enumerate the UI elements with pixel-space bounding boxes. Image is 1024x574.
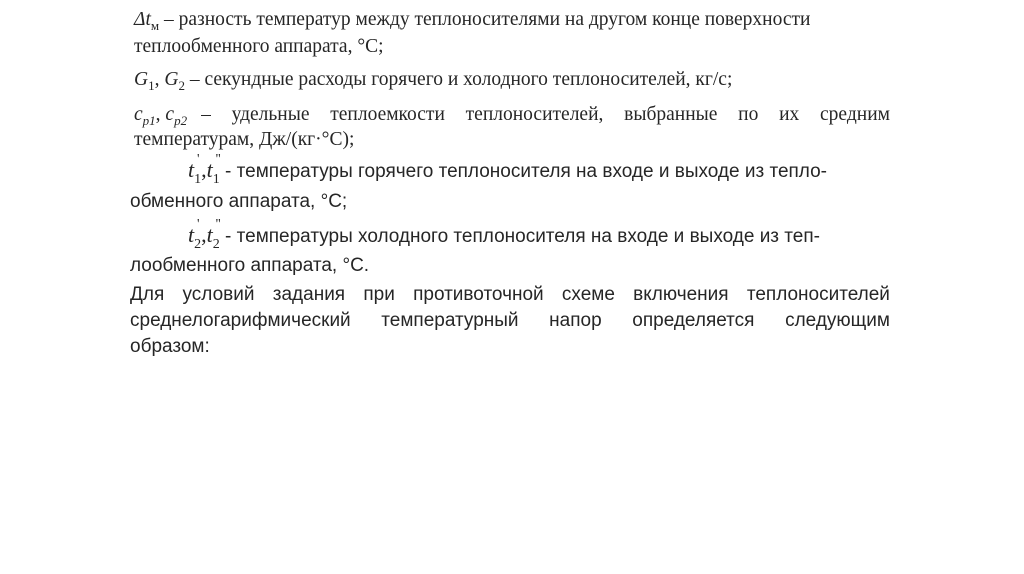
cp-word: теплоемкости [330,104,445,125]
paragraph-line1 [130,283,890,307]
delta-t-definition-line2 [134,35,384,59]
delta-t-text: – разность температур между теплоносителями на другом конце поверхности [159,9,811,30]
cp-definition-line2 [134,128,354,152]
cp-separator: , [155,104,166,125]
g-separator: , [154,69,165,90]
paragraph-word: напор [549,310,602,331]
delta-t-definition-line1 [134,8,810,32]
cp-word: по [738,104,759,125]
t1-letter: t [206,157,213,182]
cp-word: удельные [231,104,310,125]
t2-comma: , [201,222,207,247]
t1-comma: , [201,157,207,182]
paragraph-word: схеме [561,284,615,305]
cp1-symbol: c [134,104,143,125]
t2-text-cont: лообменного аппарата, °С. [130,255,370,276]
cp-text-line1 [201,103,890,127]
paragraph-word: температурный [381,310,519,331]
cp-word: средним [820,104,890,125]
cp-word: теплоносителей, [465,104,604,125]
delta-t-text-cont: теплообменного аппарата, °С; [134,36,384,57]
paragraph-word: условий [182,284,255,305]
cp-definition-line1 [134,103,890,127]
paragraph-line2 [130,309,890,333]
t1-prime-symbol [188,152,202,187]
cp-word: их [779,104,800,125]
delta-t-subscript: м [150,17,160,33]
t2-prime-symbol [188,217,202,252]
g-text: – секундные расходы горячего и холодного теплоносителей, кг/с; [184,69,733,90]
delta-t-symbol: Δt [134,9,151,30]
cp-symbols [134,103,187,127]
t2-subscript: 2 [212,237,220,252]
t1-subscript: 1 [212,172,220,187]
g2-subscript: 2 [178,77,185,93]
g2-symbol: G [164,69,179,90]
cp2-symbol: c [165,104,175,125]
paragraph-word: задания [272,284,346,305]
cp-word: – [201,104,211,125]
t1-text-cont: обменного аппарата, °С; [130,191,348,212]
paragraph-word: теплоносителей [746,284,890,305]
cp2-subscript: p2 [174,112,188,128]
paragraph-line3 [130,335,210,359]
g-definition-line [134,68,732,92]
paragraph-word: определяется [632,310,755,331]
t1-prime: ' [197,152,200,167]
cp-text-line2: температурам, Дж/(кг·°С); [134,129,355,150]
t2-letter: t [206,222,213,247]
paragraph-word: Для [130,284,165,305]
t1-definition-line2 [130,190,347,214]
t1-definition-line1 [188,152,827,187]
t1-text: - температуры горячего теплоносителя на входе и выходе из тепло- [219,161,827,182]
t2-double-prime-symbol [206,217,221,252]
t2-double-prime: '' [215,217,221,232]
paragraph-word: среднелогарифмический [130,310,351,331]
t2-prime: ' [197,217,200,232]
paragraph-text: образом: [130,336,210,357]
t1-subscript: 1 [194,172,202,187]
t1-letter: t [188,157,195,182]
paragraph-word: следующим [785,310,890,331]
t2-subscript: 2 [194,237,202,252]
t1-double-prime-symbol [206,152,221,187]
t2-letter: t [188,222,195,247]
t2-definition-line2 [130,254,369,278]
paragraph-word: при [363,284,395,305]
cp-word: выбранные [624,104,718,125]
t2-definition-line1 [188,217,820,252]
t1-double-prime: '' [215,152,221,167]
paragraph-word: включения [633,284,729,305]
cp1-subscript: p1 [142,112,156,128]
g1-subscript: 1 [148,77,155,93]
g1-symbol: G [134,69,149,90]
paragraph-word: противоточной [413,284,544,305]
t2-text: - температуры холодного теплоносителя на входе и выходе из теп- [219,226,820,247]
